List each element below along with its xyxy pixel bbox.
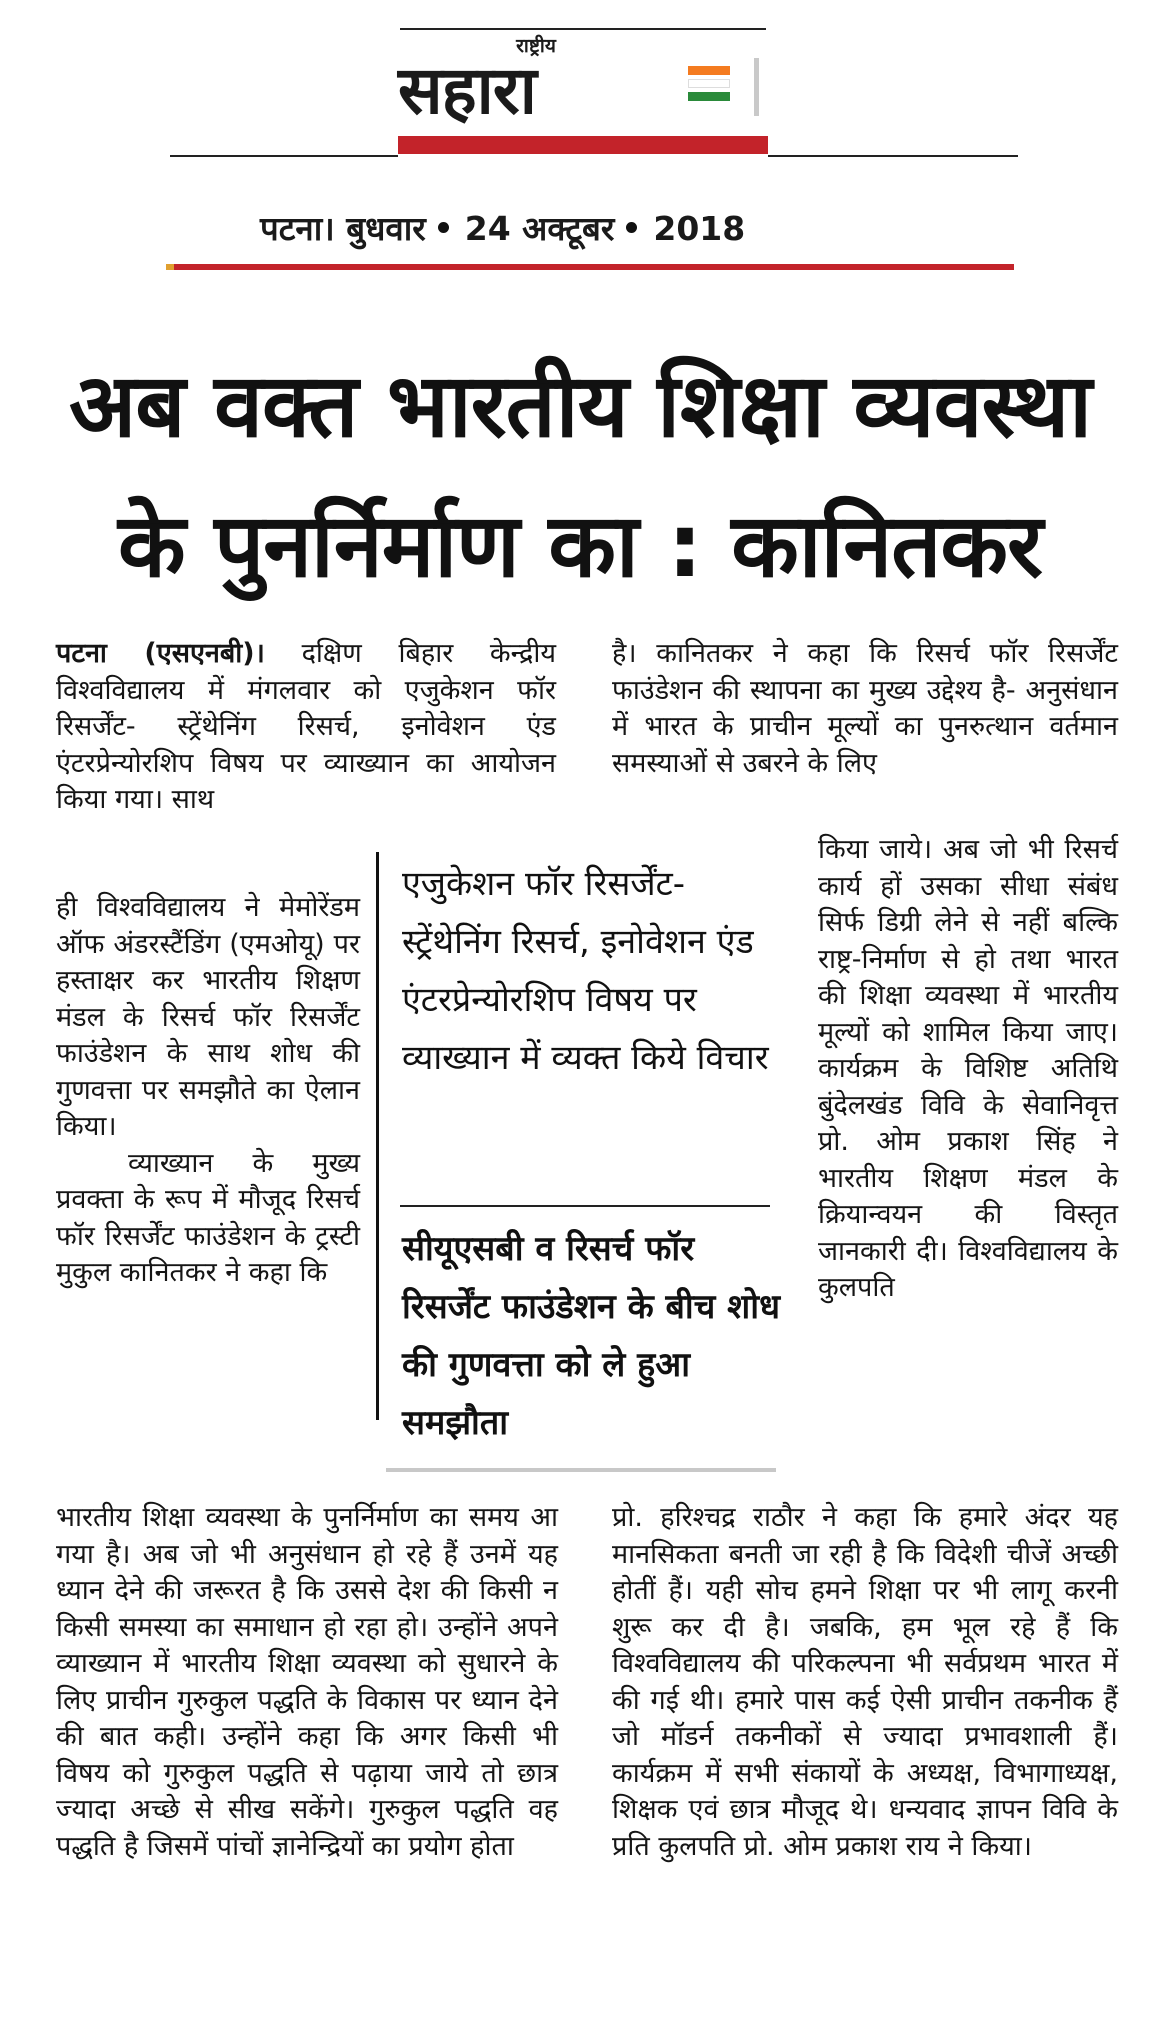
byline: पटना (एसएनबी)। <box>56 638 265 669</box>
bullet-icon <box>438 222 449 233</box>
brand-divider <box>754 58 759 116</box>
masthead-top-rule <box>400 28 766 30</box>
article-text: किया जाये। अब जो भी रिसर्च कार्य हों उसका सीधा संबंध सिर्फ डिग्री लेने से नहीं बल्कि राष्ट्र-निर्माण से हो तथा भारत की शिक्षा व्यवस्था में भारतीय मूल्यों को शामिल किया जाए। कार्यक्रम के विशिष्ट अतिथि बुंदेलखंड विवि के सेवानिवृत्त प्रो. ओम प्रकाश सिंह ने भारतीय शिक्षण मंडल के क्रियान्वयन की विस्तृत जानकारी दी। विश्वविद्यालय के कुलपति <box>818 834 1118 1303</box>
dateline <box>260 205 900 250</box>
pullquote-rule <box>376 852 379 1420</box>
article-text: ही विश्वविद्यालय ने मेमोरेंडम ऑफ अंडरस्टैंडिंग (एमओयू) पर हस्ताक्षर कर भारतीय शिक्षण मंडल के रिसर्च फॉर रिसर्जेंट फाउंडेशन के साथ शोध की गुणवत्ता पर समझौते का ऐलान किया। <box>56 892 360 1142</box>
article-col1-narrow <box>56 890 360 1292</box>
article-col2-top <box>612 636 1118 782</box>
brand-logo-text: सहारा <box>398 52 536 129</box>
dateline-rule <box>174 264 1014 270</box>
masthead-right-rule <box>768 155 1018 157</box>
dateline-city-day: पटना। बुधवार <box>260 209 426 248</box>
article-text: भारतीय शिक्षा व्यवस्था के पुनर्निर्माण का समय आ गया है। अब जो भी अनुसंधान हो रहे हैं उनमें यह ध्यान देने की जरूरत है कि उससे देश की किसी न किसी समस्या का समाधान हो रहा हो। उन्होंने अपने व्याख्यान में भारतीय शिक्षा व्यवस्था को सुधारने के लिए प्राचीन गुरुकुल पद्धति के विकास पर ध्यान देने की बात कही। उन्होंने कहा कि अगर किसी भी विषय को गुरुकुल पद्धति से पढ़ाया जाये तो छात्र ज्यादा अच्छे से सीख सकेंगे। गुरुकुल पद्धति वह पद्धति है जिसमें पांचों ज्ञानेन्द्रियों का प्रयोग होता <box>56 1502 558 1862</box>
brand-subtitle: राष्ट्रीय <box>516 35 556 57</box>
masthead-left-rule <box>170 155 398 157</box>
pullquote-bottom-rule <box>386 1468 776 1472</box>
article-col2-narrow <box>818 832 1118 1307</box>
article-col1-bottom <box>56 1500 558 1865</box>
headline-line-1: अब वक्त भारतीय शिक्षा व्यवस्था <box>68 354 1091 457</box>
dateline-year: 2018 <box>653 209 746 248</box>
article-text: प्रो. हरिश्चद्र राठौर ने कहा कि हमारे अंदर यह मानसिकता बनती जा रही है कि विदेशी चीजें अच्छी होतीं हैं। यही सोच हमने शिक्षा पर भी लागू करनी शुरू कर दी है। जबकि, हम भूल रहे हैं कि विश्वविद्यालय की परिकल्पना भी सर्वप्रथम भारत में की गई थी। हमारे पास कई ऐसी प्राचीन तकनीक हैं जो मॉडर्न तकनीकों से ज्यादा प्रभावशाली हैं। कार्यक्रम में सभी संकायों के अध्यक्ष, विभागाध्यक्ष, शिक्षक एवं छात्र मौजूद थे। धन्यवाद ज्ञापन विवि के प्रति कुलपति प्रो. ओम प्रकाश राय ने किया। <box>612 1502 1118 1862</box>
tricolor-flag-icon <box>688 66 730 105</box>
dateline-date: 24 अक्टूबर <box>464 209 615 248</box>
article-col2-bottom <box>612 1500 1118 1865</box>
article-text: है। कानितकर ने कहा कि रिसर्च फॉर रिसर्जेंट फाउंडेशन की स्थापना का मुख्य उद्देश्य है- अनुसंधान में भारत के प्राचीन मूल्यों का पुनरुत्थान वर्तमान समस्याओं से उबरने के लिए <box>612 638 1118 779</box>
pullquote-separator <box>400 1205 770 1207</box>
article-col1-top <box>56 636 556 819</box>
pullquote-primary: एजुकेशन फॉर रिसर्जेंट- स्ट्रेंथेनिंग रिसर्च, इनोवेशन एंड एंटरप्रेन्योरशिप विषय पर व्याख्यान में व्यक्त किये विचार <box>402 864 769 1078</box>
bullet-icon <box>626 222 637 233</box>
article-text: दक्षिण बिहार केन्द्रीय विश्वविद्यालय में मंगलवार को एजुकेशन फॉर रिसर्जेंट- स्ट्रेंथेनिंग रिसर्च, इनोवेशन एंड एंटरप्रेन्योरशिप विषय पर व्याख्यान का आयोजन किया गया। साथ <box>56 638 557 815</box>
article-text: व्याख्यान के मुख्य प्रवक्ता के रूप में मौजूद रिसर्च फॉर रिसर्जेंट फाउंडेशन के ट्रस्टी मुकुल कानितकर ने कहा कि <box>56 1147 360 1288</box>
brand-red-band <box>398 136 768 154</box>
headline-line-2: के पुनर्निर्माण का : कानितकर <box>118 494 1042 597</box>
pullquote-secondary: सीयूएसबी व रिसर्च फॉर रिसर्जेंट फाउंडेशन के बीच शोध की गुणवत्ता को ले हुआ समझौता <box>402 1229 780 1443</box>
